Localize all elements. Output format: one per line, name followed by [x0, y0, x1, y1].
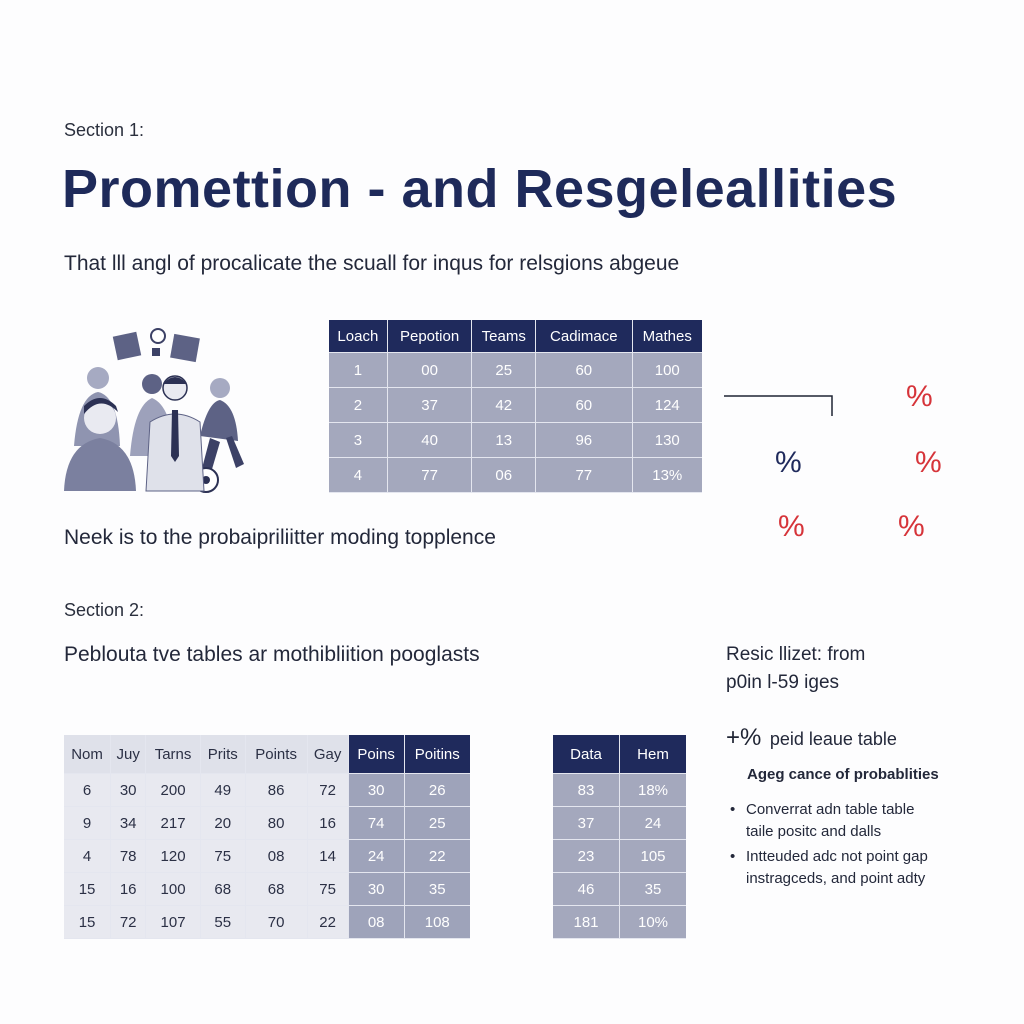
- table-cell: 14: [307, 840, 348, 873]
- sidebar-percent-text: peid leaue table: [769, 729, 897, 749]
- percent-symbol-red-1: %: [906, 380, 933, 413]
- table-cell: 22: [307, 906, 348, 939]
- column-header[interactable]: Tarns: [146, 735, 201, 774]
- table-cell: 68: [245, 873, 307, 906]
- table-cell: 30: [348, 774, 404, 807]
- section-2-intro: Peblouta tve tables ar mothibliition pooglasts: [64, 643, 480, 666]
- table-cell: 181: [553, 906, 620, 939]
- table-cell: 16: [111, 873, 146, 906]
- data-table-3: [553, 735, 686, 939]
- sidebar-line-1: Resic llizet: from: [726, 644, 866, 665]
- table-cell: 16: [307, 807, 348, 840]
- table-cell: 4: [329, 458, 387, 493]
- table-cell: 217: [146, 807, 201, 840]
- table-cell: 108: [404, 906, 470, 939]
- table-cell: 08: [348, 906, 404, 939]
- bullet-item-1: [730, 799, 914, 843]
- table-cell: 74: [348, 807, 404, 840]
- section-1-label: Section 1:: [64, 120, 145, 140]
- table-cell: 1: [329, 353, 387, 388]
- table-row: [329, 353, 702, 388]
- standings-table-1: [329, 320, 702, 493]
- bracket-line: [722, 392, 836, 418]
- table-cell: 68: [200, 873, 245, 906]
- percent-icon: +%: [726, 724, 762, 751]
- column-header[interactable]: Gay: [307, 735, 348, 774]
- table-cell: 86: [245, 774, 307, 807]
- table-row: [329, 458, 702, 493]
- table-cell: 107: [146, 906, 201, 939]
- page-title: Promettion - and Resgeleallities: [62, 159, 898, 219]
- table-row: [64, 774, 470, 807]
- column-header[interactable]: Pepotion: [387, 320, 472, 353]
- bullet-dot-icon: •: [730, 848, 736, 865]
- column-header[interactable]: Hem: [620, 735, 686, 774]
- table-cell: 100: [632, 353, 702, 388]
- table-cell: 46: [553, 873, 620, 906]
- table-cell: 75: [200, 840, 245, 873]
- sidebar-subheading: Ageg cance of probablities: [747, 766, 939, 783]
- table-row: [64, 873, 470, 906]
- table-cell: 75: [307, 873, 348, 906]
- table-cell: 60: [536, 353, 632, 388]
- table-cell: 9: [64, 807, 111, 840]
- section-2-label: Section 2:: [64, 600, 145, 620]
- bullet-text: Converrat adn table table: [746, 801, 915, 818]
- standings-table-2: [64, 735, 470, 939]
- table-cell: 37: [553, 807, 620, 840]
- table-cell: 40: [387, 423, 472, 458]
- table-cell: 18%: [620, 774, 686, 807]
- table-header-row: [553, 735, 686, 774]
- column-header[interactable]: Nom: [64, 735, 111, 774]
- crowd-illustration-icon: [60, 326, 250, 496]
- table-cell: 30: [111, 774, 146, 807]
- percent-symbol-navy: %: [775, 446, 802, 479]
- table-cell: 55: [200, 906, 245, 939]
- table-row: [329, 388, 702, 423]
- table-cell: 35: [620, 873, 686, 906]
- column-header[interactable]: Prits: [200, 735, 245, 774]
- table-cell: 77: [536, 458, 632, 493]
- table-cell: 77: [387, 458, 472, 493]
- table-row: [64, 906, 470, 939]
- table-cell: 20: [200, 807, 245, 840]
- column-header[interactable]: Poitins: [404, 735, 470, 774]
- column-header[interactable]: Cadimace: [536, 320, 632, 353]
- table-cell: 72: [111, 906, 146, 939]
- section-1-intro: That lll angl of procalicate the scuall for inqus for relsgions abgeue: [64, 252, 680, 275]
- table-cell: 25: [404, 807, 470, 840]
- table-cell: 00: [387, 353, 472, 388]
- table-cell: 130: [632, 423, 702, 458]
- table-row: [64, 807, 470, 840]
- table-cell: 30: [348, 873, 404, 906]
- table-cell: 6: [64, 774, 111, 807]
- table-cell: 24: [620, 807, 686, 840]
- table-header-row: [329, 320, 702, 353]
- table-cell: 4: [64, 840, 111, 873]
- table-cell: 42: [472, 388, 536, 423]
- column-header[interactable]: Data: [553, 735, 620, 774]
- table-cell: 49: [200, 774, 245, 807]
- table-cell: 10%: [620, 906, 686, 939]
- bullet-item-2: [730, 846, 928, 890]
- column-header[interactable]: Teams: [472, 320, 536, 353]
- column-header[interactable]: Juy: [111, 735, 146, 774]
- table-cell: 08: [245, 840, 307, 873]
- table-cell: 70: [245, 906, 307, 939]
- column-header[interactable]: Mathes: [632, 320, 702, 353]
- people-illustration: [60, 326, 250, 496]
- bullet-text: instragceds, and point adty: [746, 870, 926, 887]
- table-cell: 120: [146, 840, 201, 873]
- table-cell: 60: [536, 388, 632, 423]
- table-row: [553, 873, 686, 906]
- section-1-note: Neek is to the probaipriliitter moding topplence: [64, 526, 496, 549]
- table-cell: 24: [348, 840, 404, 873]
- table-cell: 25: [472, 353, 536, 388]
- table-cell: 124: [632, 388, 702, 423]
- table-cell: 3: [329, 423, 387, 458]
- table-cell: 13%: [632, 458, 702, 493]
- table-row: [553, 906, 686, 939]
- table-cell: 2: [329, 388, 387, 423]
- table-cell: 23: [553, 840, 620, 873]
- table-cell: 15: [64, 873, 111, 906]
- table-cell: 35: [404, 873, 470, 906]
- table-cell: 26: [404, 774, 470, 807]
- table-cell: 80: [245, 807, 307, 840]
- percent-symbol-red-3: %: [778, 510, 805, 543]
- table-cell: 15: [64, 906, 111, 939]
- sidebar-line-2: p0in l-59 iges: [726, 672, 840, 693]
- sidebar-percent-line: [726, 724, 897, 752]
- table-cell: 78: [111, 840, 146, 873]
- table-row: [553, 807, 686, 840]
- percent-symbol-red-4: %: [898, 510, 925, 543]
- table-cell: 83: [553, 774, 620, 807]
- table-cell: 72: [307, 774, 348, 807]
- bullet-dot-icon: •: [730, 801, 736, 818]
- table-cell: 06: [472, 458, 536, 493]
- table-header-row: [64, 735, 470, 774]
- bullet-text: Intteuded adc not point gap: [746, 848, 928, 865]
- table-row: [553, 840, 686, 873]
- table-row: [64, 840, 470, 873]
- table-cell: 34: [111, 807, 146, 840]
- table-cell: 13: [472, 423, 536, 458]
- table-cell: 96: [536, 423, 632, 458]
- table-cell: 37: [387, 388, 472, 423]
- table-cell: 200: [146, 774, 201, 807]
- bullet-text: taile positc and dalls: [746, 823, 882, 840]
- percent-symbol-red-2: %: [915, 446, 942, 479]
- table-cell: 105: [620, 840, 686, 873]
- table-row: [329, 423, 702, 458]
- column-header[interactable]: Points: [245, 735, 307, 774]
- table-cell: 100: [146, 873, 201, 906]
- column-header[interactable]: Poins: [348, 735, 404, 774]
- table-cell: 22: [404, 840, 470, 873]
- table-row: [553, 774, 686, 807]
- column-header[interactable]: Loach: [329, 320, 387, 353]
